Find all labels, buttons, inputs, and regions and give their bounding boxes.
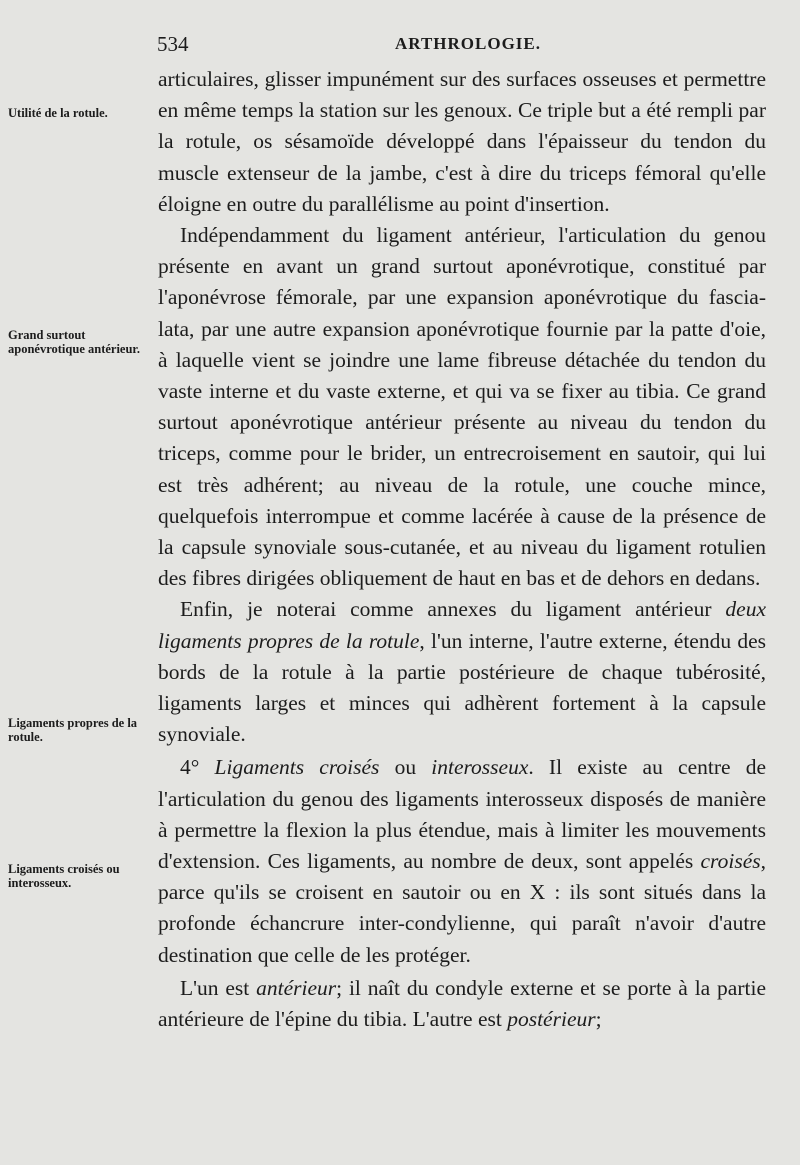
p4-number: 4°: [180, 755, 215, 780]
p4-italic-interosseux: interosseux: [431, 755, 529, 780]
paragraph-2: Indépendamment du ligament antérieur, l'articulation du genou présente en avant un grand surtout aponévrotique, constitué par l'aponévrose fémorale, par une expansion aponévrotique du fascia-lata, par une autre expansion aponévrotique fournie par la patte d'oie, à laquelle vient se joindre une lame fibreuse détachée du tendon du vaste interne et du vaste externe, et qui va se fixer au tibia. Ce grand surtout aponévrotique antérieur présente au niveau du tendon du triceps, comme pour le brider, un entrecroisement en sautoir, qui lui est très adhérent; au niveau de la rotule, une couche mince, quelquefois interrompue et comme lacérée à cause de la présence de la capsule synoviale sous-cutanée, et au niveau du ligament rotulien des fibres dirigées obliquement de haut en bas et de dehors en dedans.: [158, 223, 766, 591]
p5-italic-anterieur: antérieur: [256, 975, 337, 1000]
running-head: ARTHROLOGIE.: [395, 34, 542, 53]
paragraph-1: articulaires, glisser impunément sur des surfaces osseuses et permettre en même temps la station sur les genoux. Ce triple but a été rempli par la rotule, os sésamoïde développé dans l'épaisseur du tendon du muscle extenseur de la jambe, c'est à dire du triceps fémoral qu'elle éloigne en outre du parallélisme au point d'insertion.: [158, 67, 766, 216]
page-number: 534: [157, 32, 189, 56]
p4-text-g: , parce qu'ils se croisent en sautoir ou en X : ils sont situés dans la profonde échancrure inter-condylienne, qui paraît n'avoir d'autre destination que celle de les protéger.: [158, 849, 766, 967]
p5-text-e: ;: [595, 1007, 602, 1032]
p5-text-a: L'un est: [180, 975, 257, 1000]
paragraph-4: [158, 752, 766, 970]
p4-text-e: . Il existe au centre de l'articulation du genou des ligaments interosseux disposés de manière à permettre la flexion la plus étendue, mais à limiter les mouvements d'extension. Ces ligaments, au nombre de deux, sont appelés: [158, 755, 766, 874]
p4-italic-ligaments-croises: Ligaments croisés: [214, 755, 380, 780]
body-text: [158, 64, 766, 1035]
paragraph-5: [158, 973, 766, 1035]
p3-italic-ligaments-propres: deux ligaments propres de la rotule: [158, 597, 766, 653]
p3-text-c: , l'un interne, l'autre externe, étendu des bords de la rotule à la partie postérieure de chaque tubérosité, ligaments larges et minces qui adhèrent fortement à la capsule synoviale.: [158, 628, 766, 747]
sidenote-utilite-rotule: Utilité de la rotule.: [8, 106, 108, 120]
sidenote-grand-surtout: Grand surtout aponévrotique antérieur.: [8, 328, 140, 356]
p5-italic-posterieur: postérieur: [507, 1007, 596, 1032]
sidenote-ligaments-propres: Ligaments propres de la rotule.: [8, 716, 138, 744]
p4-text-ou: ou: [379, 755, 432, 780]
paragraph-3: [158, 594, 766, 750]
p4-italic-croises: croisés: [700, 849, 761, 874]
page-header: [157, 30, 757, 56]
sidenote-ligaments-croises: Ligaments croisés ou interosseux.: [8, 862, 120, 890]
p3-text-a: Enfin, je noterai comme annexes du ligament antérieur: [180, 597, 726, 622]
p5-text-c: ; il naît du condyle externe et se porte à la partie antérieure de l'épine du tibia. L'autre est: [158, 975, 767, 1032]
